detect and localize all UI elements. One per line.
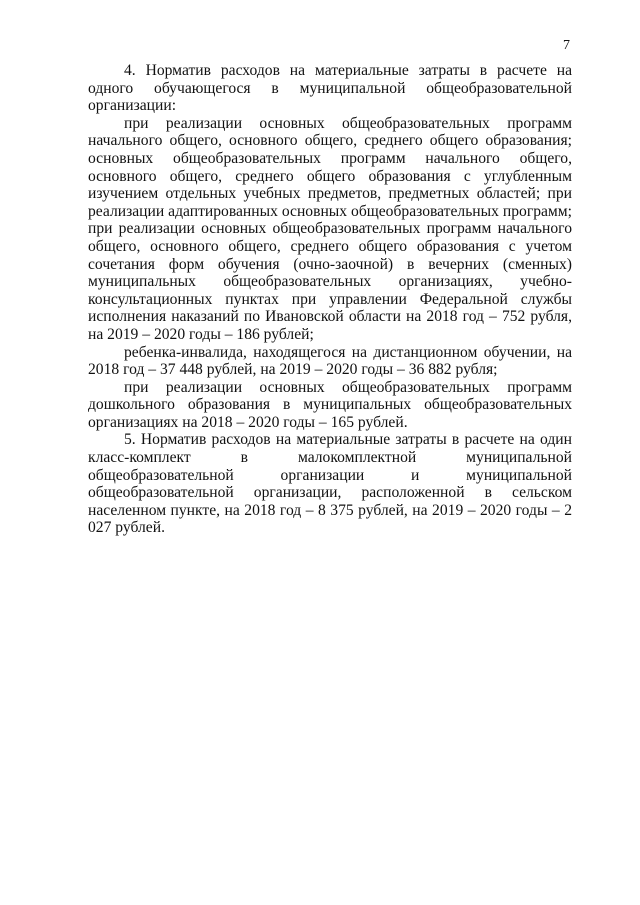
page-number: 7 [563,38,570,53]
paragraph-item-5-class-complex: 5. Норматив расходов на материальные затраты в расчете на один класс-комплект в малокомплектной муниципальной общеобразовательной организации и муниципальной общеобразовательной организации, расположенной в сельском населенном пункте, на 2018 год – 8 375 рублей, на 2019 – 2020 годы – 2 027 рублей. [88,431,572,537]
paragraph-general-education-programs: при реализации основных общеобразовательных программ начального общего, основного общего, среднего общего образования; основных общеобразовательных программ начального общего, основного общего, среднего общего образования с углубленным изучением отдельных учебных предметов, предметных областей; при реализации адаптированных основных общеобразовательных программ; при реализации основных общеобразовательных программ начального общего, основного общего, среднего общего образования с учетом сочетания форм обучения (очно-заочной) в вечерних (сменных) муниципальных общеобразовательных организациях, учебно-консультационных пунктах при управлении Федеральной службы исполнения наказаний по Ивановской области на 2018 год – 752 рубля, на 2019 – 2020 годы – 186 рублей; [88,114,572,343]
paragraph-item-4-heading: 4. Норматив расходов на материальные затраты в расчете на одного обучающегося в муниципальной общеобразовательной организации: [88,62,572,115]
paragraph-preschool-programs: при реализации основных общеобразовательных программ дошкольного образования в муниципальных общеобразовательных организациях на 2018 – 2020 годы – 165 рублей. [88,378,572,431]
document-body [88,62,572,537]
paragraph-disabled-child-remote: ребенка-инвалида, находящегося на дистанционном обучении, на 2018 год – 37 448 рублей, на 2019 – 2020 годы – 36 882 рубля; [88,343,572,379]
